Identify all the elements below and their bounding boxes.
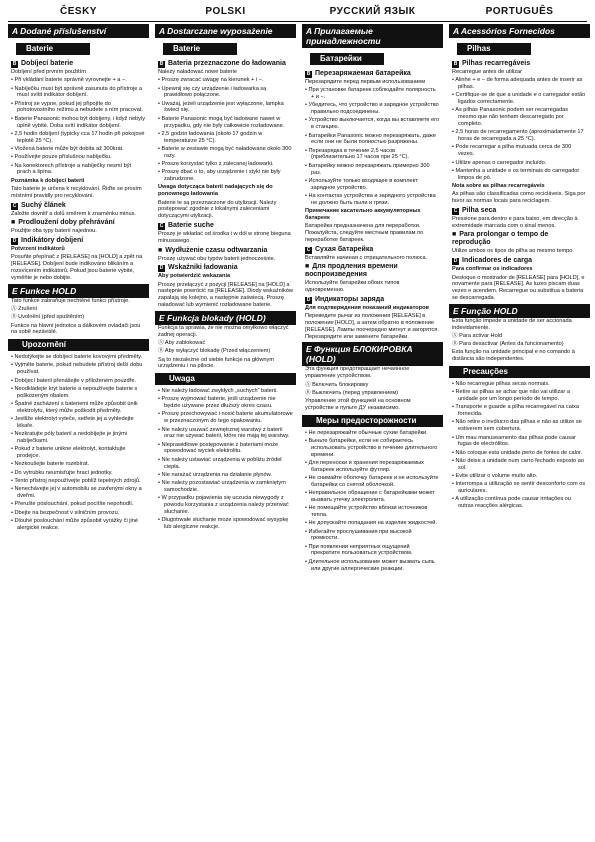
c-label-icon: C (453, 207, 458, 214)
paragraph: Posuňte přepínač z [RELEASE] na [HOLD] a zpět na [RELEASE]. Dobíjení bude indikováno blikáním a rozsvícením indikátorů. Pokud jsou baterie vybité, vyměňte je nebo dobijte. (11, 254, 143, 281)
list-item: • Długotrwałe słuchanie może spowodować wysypkę lub alergiczne reakcje. (158, 517, 293, 531)
caution-body (302, 430, 443, 573)
list-item: Ⓐ Zrušení (11, 305, 38, 312)
list-item: • Vyjměte baterie, pokud nebudete přístroj delší dobu používat. (11, 362, 146, 376)
list-item: • As pilhas Panasonic podem ser recarregadas mesmo que não tenham descarregado por completo. (452, 107, 587, 127)
c-label-icon: C (159, 222, 164, 229)
section-hold: E Funkce HOLD (8, 284, 149, 298)
note-heading: Примечание касательно аккумуляторных батареек (305, 208, 421, 221)
caution-body (155, 388, 296, 531)
list-item: • Um mau manuseamento das pilhas pode causar fugas de electrólitos. (452, 435, 587, 449)
hold-body (8, 298, 149, 336)
list-item: Ⓐ Включить блокировку (305, 381, 369, 388)
paragraph: Baterie te są przeznaczone do utylizacji. Należy postępować zgodnie z lokalnymi zaleceniami dotyczącymi utylizacji. (158, 199, 277, 220)
b-label-icon: B (306, 71, 311, 77)
section-caution: Precauções (449, 366, 590, 378)
list-item: • Přístroj se vypne, pokud jej připojíte do pohotovostního režimu a nebudete s ním pracovat. (11, 101, 146, 115)
d-label-icon: D (453, 258, 458, 265)
batteries-body (449, 60, 590, 302)
section-supplied-accessories: A Acessórios Fornecidos (449, 24, 590, 38)
paragraph: Управление этой функцией на основном устройстве и пульте ДУ независимо. (305, 398, 411, 411)
d-label-icon: D (306, 296, 311, 303)
rechargeable-heading: B Перезаряжаемая батарейка (306, 70, 411, 77)
list-item: • Retire as pilhas se achar que não vai utilizar a unidade por um longo período de tempo. (452, 389, 587, 403)
list-item: • Nie narażać urządzenia na działanie płynów. (158, 472, 293, 479)
charge-indicators-heading: D Индикаторы заряда (306, 295, 385, 303)
list-item: • Mantenha a unidade e os terminais do carregador limpos de pó. (452, 168, 587, 182)
list-item: • Não deixe a unidade num carro fechado exposto ao sol. (452, 458, 587, 472)
charge-indicators-heading: D Indicadores de carga (453, 257, 533, 265)
list-item: • Baterie Panasonic mogą być ładowane nawet w przypadku, gdy nie były całkowicie rozładowane. (158, 116, 293, 130)
paragraph: Tato funkce zabraňuje nechtěné funkci přístroje. (11, 297, 130, 304)
column-russian (302, 4, 443, 836)
list-item: Ⓑ Uvolnění (před spuštěním) (11, 314, 85, 321)
hold-body (155, 325, 296, 370)
list-item: • Батарейку можно перезаряжать примерно 300 раз. (305, 163, 440, 177)
batteries-body (155, 60, 296, 309)
column-polish (155, 4, 296, 836)
hold-body (302, 366, 443, 411)
paragraph: Для подтверждения показаний индикаторов (305, 304, 429, 311)
list-item: • Nedotýkejte se dobíjecí baterie kovovými předměty. (11, 354, 146, 361)
list-item: Ⓑ Aby wyłączyć blokadę (Przed włączeniem) (158, 348, 271, 355)
language-heading: ČESKY (60, 6, 97, 17)
list-item: • Устройство выключается, когда вы вставляете его в станцию. (305, 117, 440, 131)
list-item: • Transporte e guarde a pilha recarregável na caixa fornecida. (452, 404, 587, 418)
paragraph: Proszę używać obu typów baterii jednocześnie. (158, 255, 276, 262)
paragraph: Вставляйте начиная с отрицательного полюса. (305, 254, 428, 261)
list-item: • Не помещайте устройство вблизи источников тепла. (305, 505, 440, 519)
paragraph: Desloque o mostrador de [RELEASE] para [HOLD], e novamente para [RELEASE]. As luzes piscam duas vezes e acendem. Recarregue ou substitua a bateria se descarregada. (452, 274, 585, 301)
subsection-batteries: Батарейки (310, 53, 384, 65)
list-item: • Baterie Panasonic mohou být dobíjeny, i když nebyly úplně vybité. Doba svítí indikátor dobíjení. (11, 116, 146, 130)
section-supplied-accessories: A Прилагаемые принадлежности (302, 24, 443, 48)
language-heading: PORTUGUÊS (485, 6, 554, 17)
note-heading: Poznámka k dobíjecí baterii (11, 177, 85, 184)
paragraph: Funkcja ta sprawia, że nie można omyłkowo włączyć żadnej operacji. (158, 324, 289, 338)
language-heading: РУССКИЙ ЯЗЫК (329, 6, 416, 17)
paragraph: Aby potwierdzić wskazania (158, 273, 231, 280)
list-item: • Při vkládání baterie správně vyrovnejte + a −. (11, 77, 146, 84)
list-item: • Tento přístroj nepoužívejte poblíž tepelných zdrojů. (11, 478, 146, 485)
caution-body (449, 381, 590, 510)
list-item: • Nie należy usuwać zewnętrznej warstwy z baterii oraz nie używać baterii, które nie mają tej warstwy. (158, 427, 293, 441)
list-item: • Uważaj, jeżeli urządzenie jest wyłączone, lampka świeci się. (158, 101, 293, 115)
rechargeable-heading: B Dobíjecí baterie (12, 60, 74, 67)
list-item: • W przypadku pojawienia się uczucia niewygody z powodu korzystania z urządzenia należy przerwać słuchanie. (158, 495, 293, 515)
batteries-body (302, 70, 443, 340)
paragraph: Recarregue antes de utilizar (452, 69, 522, 75)
list-item: • Alinhe + e − de forma adequada antes de inserir as pilhas. (452, 77, 587, 91)
paragraph: Funkce na hlavní jednotce a dálkovém ovladači jsou na sobě nezávislé. (11, 322, 141, 336)
list-item: • 2,5 horas de recarregamento (aproximadamente 17 horas de recarregada a 25 °C). (452, 129, 587, 143)
list-item: • На контактах устройства и зарядного устройства не должно быть пыли и грязи. (305, 193, 440, 207)
list-item: • Не допускайте попадания на изделие жидкостей. (305, 520, 440, 527)
note-heading: Uwaga dotycząca baterii nadających się do ponownego ładowania (158, 184, 273, 198)
list-item: • Přerušte poslouchání, pokud pocítíte nepohodlí. (11, 501, 146, 508)
paragraph: Батарейка предназначена для переработки. Пожалуйста, следуйте местным правилам по переработке батареек. (305, 223, 424, 243)
subsection-batteries: Pilhas (457, 43, 531, 55)
paragraph: Utilize ambos os tipos de pilha ao mesmo tempo. (452, 248, 574, 255)
list-item: Ⓑ Выключить (перед управлением) (305, 389, 399, 396)
section-supplied-accessories: A Dostarczane wyposażenie (155, 24, 296, 38)
list-item: • 2,5 godzin ładowania (około 17 godzin w temperaturze 25 °C). (158, 131, 293, 145)
list-item: • Certifique-se de que a unidade e o carregador estão ligados correctamente. (452, 92, 587, 106)
extend-play-heading: ■ Prodloužení doby přehrávání (11, 219, 115, 227)
list-item: Ⓑ Para desactivar (Antes da funcionamento) (452, 341, 564, 348)
list-item: • Nabíječku musí být správně zasunuta do přístroje a musí svítit indikátor dobíjení. (11, 86, 146, 100)
batteries-body (8, 60, 149, 282)
list-item: • Interrompa a utilização se sentir desconforto com os auriculares. (452, 481, 587, 495)
subsection-batteries: Baterie (16, 43, 90, 55)
c-label-icon: C (12, 202, 17, 209)
list-item: • Выньте батарейки, если не собираетесь использовать устройство в течение длительного времени. (305, 438, 440, 458)
list-item: Ⓐ Aby zablokować (158, 339, 206, 346)
b-label-icon: B (453, 61, 458, 67)
section-hold: E Função HOLD (449, 304, 590, 318)
list-item: • Proszę wyjmować baterie, jeśli urządzenie nie będzie używane przez dłuższy okres czasu. (158, 396, 293, 410)
column-czech (8, 4, 149, 836)
list-item: • Não retire o invólucro das pilhas e não as utilize se estiverem sem cobertura. (452, 419, 587, 433)
list-item: • Proszę dbać o to, aby urządzenie i styki nie były zabrudzone. (158, 169, 293, 183)
list-item: • Baterie w zestawie mogą być naładowane około 300 razy. (158, 146, 293, 160)
list-item: • Nie należy pozostawiać urządzenia w zamkniętym samochodzie. (158, 480, 293, 494)
extend-play-heading: ■ Para prolongar o tempo de reprodução (452, 231, 549, 247)
list-item: • Nieprawidłowe postępowanie z bateriami może spowodować wyciek elektrolitu. (158, 442, 293, 456)
paragraph: Перезарядите перед первым использованием (305, 79, 426, 85)
list-item: • Pokud z baterie unikne elektrolyt, kontaktujte prodejce. (11, 446, 146, 460)
list-item: • Не перезаряжайте обычные сухие батарейки. (305, 430, 440, 437)
list-item: • Proszę zwracać uwagę na kierunek + i −. (158, 77, 293, 84)
section-hold: E Функция БЛОКИРОВКА (HOLD) (302, 342, 443, 366)
list-item: • 2,5 hodin dobíjení (typicky cca 17 hodin při pokojové teplotě 25 °C). (11, 131, 146, 145)
rechargeable-heading: B Pilhas recarregáveis (453, 60, 531, 67)
list-item: • Proszę korzystać tylko z zalecanej ładowarki. (158, 161, 293, 168)
list-item: • Убедитесь, что устройство и зарядное устройство правильно подсоединены. (305, 102, 440, 116)
paragraph: Переведите рычаг из положения [RELEASE] в положение [HOLD], а затем обратно в положение [RELEASE]. Лампы поочередно мигнут и загорятся. Перезарядите или замените батарейки. (305, 313, 439, 340)
dry-cell-heading: C Сухая батарейка (306, 245, 374, 253)
list-item: • Utilize apenas o carregador incluído. (452, 160, 587, 167)
list-item: • Dobíjecí baterii přenášejte v přiloženém pouzdře. (11, 378, 146, 385)
rechargeable-heading: B Bateria przeznaczone do ładowania (159, 60, 286, 67)
list-item: • Батарейки Panasonic можно перезаряжать, даже если они не были полностью разряжены. (305, 133, 440, 147)
b-label-icon: B (12, 61, 17, 67)
paragraph: Esta função impede a unidade de ser accionada indevidamente. (452, 317, 572, 331)
list-item: • Не снимайте оболочку батареек и не используйте батарейки со снятой оболочкой. (305, 475, 440, 489)
d-label-icon: D (159, 265, 164, 272)
list-item: • Nie należy ustawiać urządzenia w pobliżu źródeł ciepła. (158, 457, 293, 471)
list-item: • A utilização contínua pode causar irritações ou outras reacções alérgicas. (452, 496, 587, 510)
caution-body (8, 354, 149, 531)
language-heading: POLSKI (205, 6, 246, 17)
list-item: • Неправильное обращение с батарейками может вызвать утечку электролита. (305, 490, 440, 504)
column-portuguese (449, 4, 590, 836)
list-item: • Nenechávejte jej v automobilu se zavřenými okny a dveřmi. (11, 486, 146, 500)
list-item: • Nie należy ładować zwykłych „suchych” baterii. (158, 388, 293, 395)
hold-body (449, 318, 590, 363)
section-supplied-accessories: A Dodané příslušenství (8, 24, 149, 38)
note-heading: Nota sobre as pilhas recarregáveis (452, 182, 545, 189)
subsection-batteries: Baterie (163, 43, 237, 55)
list-item: • Используйте только входящее в комплект зарядное устройство. (305, 178, 440, 192)
list-item: • Proszę przechowywać i nosić baterie akumulatorowe w przeznaczonym do tego opakowaniu. (158, 411, 293, 425)
list-item: • При установке батареек соблюдайте полярность + и −. (305, 87, 440, 101)
dry-cell-heading: C Baterie suche (159, 221, 214, 229)
list-item: • Pode recarregar a pilha mutuada cerca de 300 vezes. (452, 144, 587, 158)
paragraph: Pressione para dentro e para baixo, em direcção à extremidade marcada com o sinal menos. (452, 215, 578, 229)
paragraph: Proszę je wkładać od środka i w dół w stronę bieguna minusowego. (158, 230, 291, 244)
list-item: • Dlouhé poslouchání může způsobit vyrážky či jiné alergické reakce. (11, 518, 146, 532)
paragraph: Založte dovnitř a dolů směrem k znaménku minus. (11, 210, 136, 217)
paragraph: Эта функция предотвращает нечаянное управление устройством. (305, 366, 410, 380)
list-item: • При появлении неприятных ощущений прекратите пользоваться устройством. (305, 544, 440, 558)
paragraph: Para confirmar os indicadores (452, 266, 533, 273)
list-item: • Vložená baterie může být dobita až 300krát. (11, 146, 146, 153)
paragraph: Potvrzení indikátorů (11, 246, 65, 253)
list-item: • Não coloque esta unidade perto de fontes de calor. (452, 450, 587, 457)
dry-cell-heading: C Suchý článek (12, 201, 66, 209)
section-caution: Upozornění (8, 339, 149, 351)
list-item: • Избегайте прослушивания при высокой громкости. (305, 529, 440, 543)
list-item: • Перезарядка в течение 2,5 часов (приблизительно 17 часов при 25 °C). (305, 148, 440, 162)
paragraph: Proszę przełączyć z pozycji [RELEASE] na [HOLD] a następnie powrócić na [RELEASE]. Diody wskaźników zapalają się kolejno, a następnie zaświecą. Proszę naładować lub wymienić rozładowane baterie. (158, 281, 293, 309)
charge-indicators-heading: D Wskaźniki ładowania (159, 264, 238, 272)
b-label-icon: B (159, 61, 164, 67)
extend-play-heading: ■ Wydłużenie czasu odtwarzania (158, 246, 268, 254)
paragraph: Tato baterie je určena k recyklování. Řiďte se prosím místními pravidly pro recyklování. (11, 185, 142, 199)
list-item: • Длительное использование может вызвать сыпь или другие аллергические реакции. (305, 559, 440, 573)
section-hold: E Funkcja blokady (HOLD) (155, 311, 296, 325)
list-item: • Špatné zacházení s bateriemi může způsobit únik elektrolytu, který může poškodit předměty. (11, 401, 146, 415)
list-item: • Dbejte na bezpečnost v silničním provozu. (11, 510, 146, 517)
paragraph: Esta função na unidade principal e no comando à distância são independentes. (452, 349, 575, 363)
list-item: Ⓐ Para activar Hold (452, 332, 503, 339)
d-label-icon: D (12, 238, 17, 245)
c-label-icon: C (306, 246, 311, 253)
list-item: • Neodkládejte kryt baterie a nepoužívejte baterie s poškozeným obalem. (11, 386, 146, 400)
list-item: • Evite utilizar o volume muito alto. (452, 473, 587, 480)
paragraph: Použijte oba typy baterií najednou. (11, 228, 97, 235)
dry-cell-heading: C Pilha seca (453, 206, 497, 214)
section-caution: Меры предосторожности (302, 415, 443, 427)
paragraph: Dobíjení před prvním použitím (11, 69, 86, 75)
list-item: • Nezkratujte póly baterií a nedobíjejte je jinými nabíječkami. (11, 431, 146, 445)
charge-indicators-heading: D Indikátory dobíjení (12, 237, 84, 245)
list-item: • Používejte pouze příslušnou nabíječku. (11, 154, 146, 161)
list-item: • Na konektorech přístroje a nabíječky nesmí být prach a špína. (11, 163, 146, 177)
list-item: • Для переноски и хранения перезаряжаемых батареек используйте футляр. (305, 460, 440, 474)
list-item: • Nezkoušejte baterie rozebírat. (11, 461, 146, 468)
extend-play-heading: ■ Для продления времени воспроизведения (305, 263, 398, 279)
list-item: • Jestliže elektrolyt vyteče, setřete jej a vyhledejte lékaře. (11, 416, 146, 430)
list-item: • Do vytrubku neumisťujte hrací jednotky. (11, 470, 146, 477)
paragraph: Należy naładować nowe baterie (158, 69, 237, 75)
paragraph: As pilhas são classificadas como recicláveis. Siga por favor as normas locais para reciclagem. (452, 191, 586, 205)
paragraph: Są to niezależne od siebie funkcje na głównym urządzeniu i na pilocie. (158, 356, 274, 370)
section-caution: Uwaga (155, 373, 296, 385)
list-item: • Upewnij się czy urządzenie i ładowarka są prawidłowo połączone. (158, 86, 293, 100)
list-item: • Não recarregue pilhas secas normais. (452, 381, 587, 388)
paragraph: Используйте батарейки обоих типов одновременно. (305, 280, 400, 294)
